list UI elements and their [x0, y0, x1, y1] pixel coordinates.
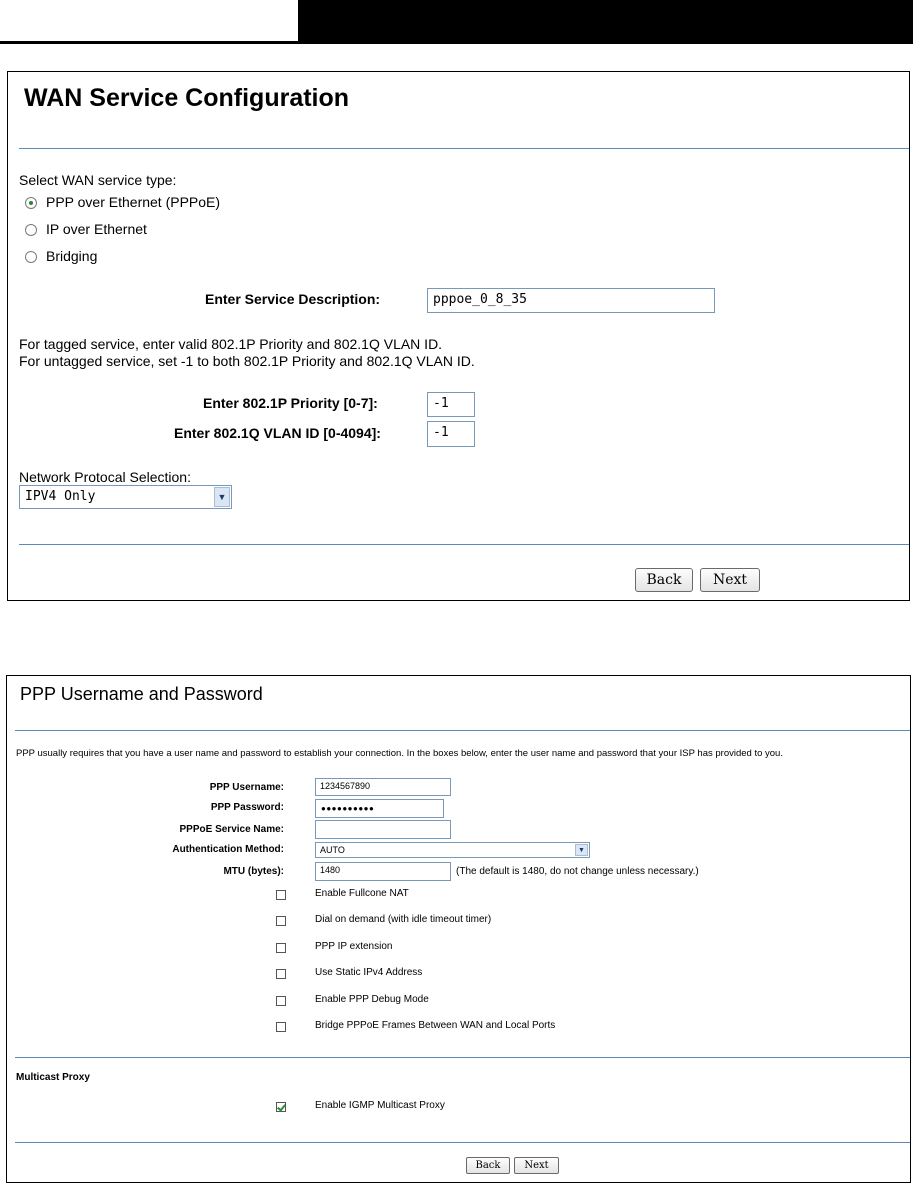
chevron-down-icon[interactable]: ▼	[214, 487, 230, 507]
vlan-id-input[interactable]: -1	[427, 421, 475, 447]
priority-input[interactable]: -1	[427, 392, 475, 417]
auth-method-value: AUTO	[320, 845, 345, 855]
static-ipv4-label: Use Static IPv4 Address	[315, 967, 423, 978]
page-title: PPP Username and Password	[20, 684, 263, 704]
fullcone-nat-checkbox[interactable]	[276, 890, 286, 900]
igmp-proxy-checkbox[interactable]	[276, 1102, 286, 1112]
ppp-ip-extension-label: PPP IP extension	[315, 941, 393, 952]
mtu-note: (The default is 1480, do not change unless necessary.)	[456, 866, 699, 877]
vlan-id-label: Enter 802.1Q VLAN ID [0-4094]:	[174, 425, 381, 441]
password-label: PPP Password:	[210, 802, 284, 813]
dial-on-demand-checkbox[interactable]	[276, 916, 286, 926]
intro-text: PPP usually requires that you have a user name and password to establish your connection. In the boxes below, enter the user name and password that your ISP has provided to you.	[16, 748, 783, 759]
radio-bridging[interactable]	[25, 251, 37, 263]
divider	[19, 148, 909, 149]
service-description-input[interactable]: pppoe_0_8_35	[427, 288, 715, 313]
protocol-select[interactable]	[19, 485, 232, 509]
mtu-label: MTU (bytes):	[223, 866, 284, 877]
priority-label: Enter 802.1P Priority [0-7]:	[203, 395, 378, 411]
auth-method-select[interactable]	[315, 842, 590, 858]
service-description-label: Enter Service Description:	[205, 291, 381, 307]
untagged-note: For untagged service, set -1 to both 802.1P Priority and 802.1Q VLAN ID.	[19, 353, 475, 369]
service-type-label: Select WAN service type:	[19, 172, 177, 188]
ppp-debug-label: Enable PPP Debug Mode	[315, 994, 429, 1005]
multicast-heading: Multicast Proxy	[16, 1072, 90, 1083]
next-button[interactable]: Next	[514, 1157, 559, 1174]
radio-pppoe-label: PPP over Ethernet (PPPoE)	[46, 194, 221, 210]
protocol-select-value: IPV4 Only	[25, 489, 96, 504]
static-ipv4-checkbox[interactable]	[276, 969, 286, 979]
bridge-pppoe-label: Bridge PPPoE Frames Between WAN and Local Ports	[315, 1020, 556, 1031]
divider	[15, 1142, 910, 1143]
divider	[15, 730, 910, 731]
protocol-label: Network Protocal Selection:	[19, 469, 191, 485]
header-bar	[298, 0, 913, 41]
tagged-note: For tagged service, enter valid 802.1P Priority and 802.1Q VLAN ID.	[19, 336, 443, 352]
fullcone-nat-label: Enable Fullcone NAT	[315, 888, 409, 899]
ppp-ip-extension-checkbox[interactable]	[276, 943, 286, 953]
back-button[interactable]: Back	[635, 568, 693, 592]
ppp-debug-checkbox[interactable]	[276, 996, 286, 1006]
auth-method-label: Authentication Method:	[172, 844, 284, 855]
next-button[interactable]: Next	[700, 568, 760, 592]
radio-bridging-label: Bridging	[46, 248, 98, 264]
chevron-down-icon[interactable]: ▼	[575, 844, 588, 856]
wan-service-panel	[7, 71, 910, 601]
service-name-label: PPPoE Service Name:	[179, 824, 284, 835]
username-label: PPP Username:	[209, 782, 284, 793]
ppp-credentials-panel	[6, 675, 911, 1183]
radio-ipoe[interactable]	[25, 224, 37, 236]
radio-pppoe[interactable]	[25, 197, 37, 209]
header-rule	[0, 41, 913, 44]
password-mask: ●●●●●●●●●●	[321, 804, 375, 813]
divider	[19, 544, 909, 545]
radio-ipoe-label: IP over Ethernet	[46, 221, 147, 237]
igmp-proxy-label: Enable IGMP Multicast Proxy	[315, 1100, 445, 1111]
username-input[interactable]: 1234567890	[315, 778, 451, 796]
divider	[15, 1057, 910, 1058]
dial-on-demand-label: Dial on demand (with idle timeout timer)	[315, 914, 492, 925]
bridge-pppoe-checkbox[interactable]	[276, 1022, 286, 1032]
service-name-input[interactable]	[315, 820, 451, 839]
password-input[interactable]	[315, 799, 444, 818]
mtu-input[interactable]: 1480	[315, 862, 451, 881]
page-title: WAN Service Configuration	[24, 84, 350, 112]
back-button[interactable]: Back	[466, 1157, 510, 1174]
